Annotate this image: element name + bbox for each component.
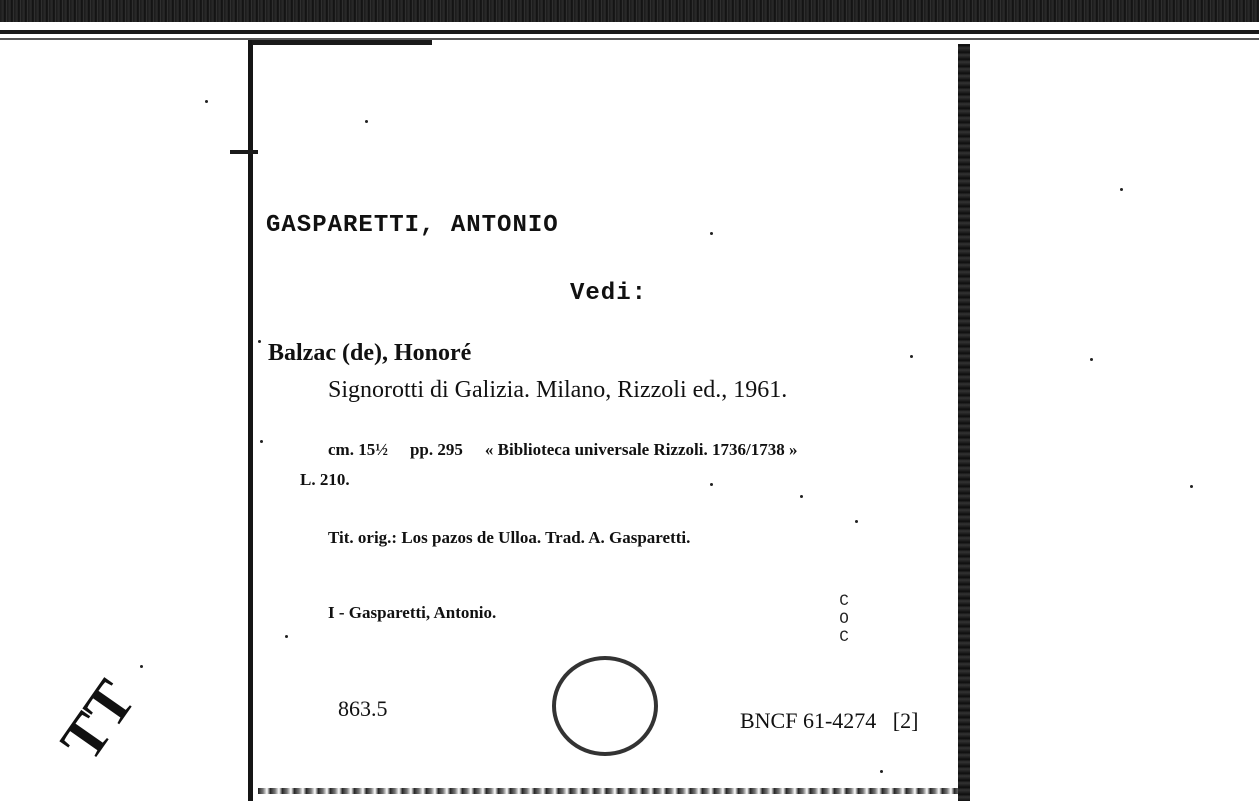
scan-speck (710, 232, 713, 235)
scan-speck (710, 483, 713, 486)
scan-speck (910, 355, 913, 358)
scan-speck (205, 100, 208, 103)
series-note: « Biblioteca universale Rizzoli. 1736/1738 » (484, 440, 798, 459)
original-title-note: Tit. orig.: Los pazos de Ulloa. Trad. A. Gasparetti. (328, 528, 691, 547)
physical-description (328, 440, 797, 460)
scan-speck (880, 770, 883, 773)
scan-speck (1190, 485, 1193, 488)
scan-speck (365, 120, 368, 123)
scan-speck (855, 520, 858, 523)
scan-divider (0, 30, 1259, 34)
scan-speck (140, 665, 143, 668)
library-stamp-circle (552, 656, 658, 756)
card-tab-bottom (230, 150, 258, 154)
page-count: pp. 295 (409, 440, 463, 459)
author-entry: Balzac (de), Honoré (268, 340, 472, 366)
card-tab-top (252, 40, 432, 45)
scan-speck (260, 440, 263, 443)
scan-top-band (0, 0, 1259, 22)
card-heading: GASPARETTI, ANTONIO (266, 212, 559, 239)
scan-speck (258, 340, 261, 343)
title-imprint: Signorotti di Galizia. Milano, Rizzoli ed., 1961. (328, 377, 788, 403)
index-entry: I - Gasparetti, Antonio. (328, 603, 497, 622)
scan-speck (285, 635, 288, 638)
margin-mark: TT (47, 668, 148, 772)
scan-speck (1090, 358, 1093, 361)
scan-divider-thin (0, 38, 1259, 40)
price: L. 210. (300, 470, 350, 489)
catalog-number: BNCF 61-4274 (740, 708, 877, 733)
copy-number: [2] (892, 708, 919, 733)
classification-number: 863.5 (338, 696, 388, 721)
card-bottom-edge (258, 788, 958, 794)
dimensions: cm. 15½ (328, 440, 388, 459)
card-left-edge (248, 40, 253, 801)
scan-speck (1120, 188, 1123, 191)
side-stamp-text: C O C (839, 592, 849, 646)
card-right-edge (958, 44, 970, 801)
side-stamp (826, 592, 862, 654)
scan-speck (800, 495, 803, 498)
catalog-number-line (740, 708, 918, 734)
see-reference: Vedi: (570, 280, 648, 307)
